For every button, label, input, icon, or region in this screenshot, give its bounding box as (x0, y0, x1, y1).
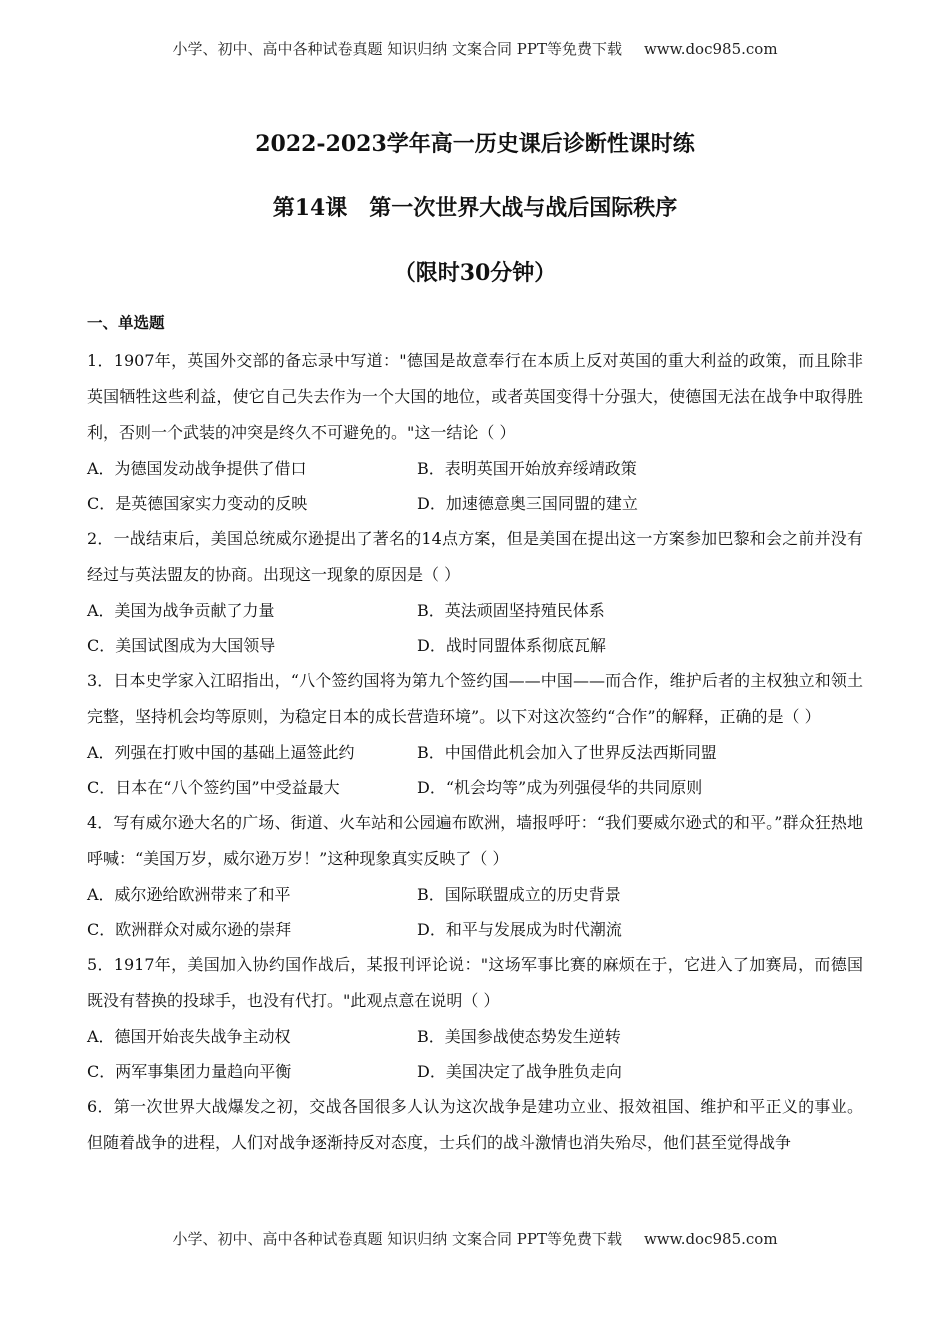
option-b: B．英法顽固坚持殖民体系 (417, 601, 605, 620)
question-stem: 5．1917年，美国加入协约国作战后，某报刊评论说："这场军事比赛的麻烦在于，它进入了加赛局，而德国既没有替换的投球手，也没有代打。"此观点意在说明（ ） (87, 955, 863, 1010)
option-row (87, 1019, 863, 1054)
page-footer (0, 1228, 950, 1249)
option-d: D．和平与发展成为时代潮流 (417, 920, 622, 939)
question-6 (87, 1089, 863, 1161)
option-b: B．国际联盟成立的历史背景 (417, 885, 621, 904)
page-header (0, 38, 950, 59)
option-row (87, 877, 863, 912)
option-c: C．是英德国家实力变动的反映 (87, 494, 308, 513)
option-a: A．为德国发动战争提供了借口 (87, 459, 307, 478)
option-row (87, 1054, 863, 1089)
header-url[interactable]: www.doc985.com (643, 40, 778, 58)
question-2 (87, 521, 863, 663)
question-5 (87, 947, 863, 1089)
question-3 (87, 663, 863, 805)
option-d: D．加速德意奥三国同盟的建立 (417, 494, 638, 513)
option-row (87, 628, 863, 663)
option-a: A．美国为战争贡献了力量 (87, 601, 275, 620)
question-1 (87, 343, 863, 521)
question-4 (87, 805, 863, 947)
option-row (87, 912, 863, 947)
header-text: 小学、初中、高中各种试卷真题 知识归纳 文案合同 PPT等免费下载 (172, 40, 622, 58)
question-stem: 3．日本史学家入江昭指出，“八个签约国将为第九个签约国——中国——而合作，维护后者的主权独立和领土完整，坚持机会均等原则，为稳定日本的成长营造环境”。以下对这次签约“合作”的解释，正确的是（ ） (87, 671, 863, 726)
option-a: A．德国开始丧失战争主动权 (87, 1027, 291, 1046)
document-title: 2022-2023学年高一历史课后诊断性课时练 (255, 131, 695, 157)
footer-text: 小学、初中、高中各种试卷真题 知识归纳 文案合同 PPT等免费下载 (172, 1230, 622, 1248)
option-row (87, 593, 863, 628)
option-b: B．中国借此机会加入了世界反法西斯同盟 (417, 743, 717, 762)
time-limit: （限时30分钟） (393, 260, 557, 286)
option-d: D．“机会均等”成为列强侵华的共同原则 (417, 778, 703, 797)
question-section (87, 312, 863, 1161)
option-c: C．日本在“八个签约国”中受益最大 (87, 778, 340, 797)
option-c: C．两军事集团力量趋向平衡 (87, 1062, 292, 1081)
lesson-title: 第14课 第一次世界大战与战后国际秩序 (272, 195, 678, 221)
section-title: 一、单选题 (87, 313, 165, 332)
option-c: C．欧洲群众对威尔逊的崇拜 (87, 920, 292, 939)
option-b: B．表明英国开始放弃绥靖政策 (417, 459, 637, 478)
option-row (87, 770, 863, 805)
footer-url[interactable]: www.doc985.com (643, 1230, 778, 1248)
option-a: A．威尔逊给欧洲带来了和平 (87, 885, 291, 904)
option-row (87, 486, 863, 521)
option-row (87, 451, 863, 486)
option-d: D．美国决定了战争胜负走向 (417, 1062, 622, 1081)
option-row (87, 735, 863, 770)
option-b: B．美国参战使态势发生逆转 (417, 1027, 621, 1046)
option-c: C．美国试图成为大国领导 (87, 636, 276, 655)
option-a: A．列强在打败中国的基础上逼签此约 (87, 743, 355, 762)
question-stem: 2．一战结束后，美国总统威尔逊提出了著名的14点方案，但是美国在提出这一方案参加巴黎和会之前并没有经过与英法盟友的协商。出现这一现象的原因是（ ） (87, 529, 863, 584)
question-stem: 1．1907年，英国外交部的备忘录中写道："德国是故意奉行在本质上反对英国的重大利益的政策，而且除非英国牺牲这些利益，使它自己失去作为一个大国的地位，或者英国变得十分强大，使德国无法在战争中取得胜利，否则一个武装的冲突是终久不可避免的。"这一结论（ ） (87, 351, 863, 442)
question-stem: 6．第一次世界大战爆发之初，交战各国很多人认为这次战争是建功立业、报效祖国、维护和平正义的事业。但随着战争的进程，人们对战争逐渐持反对态度，士兵们的战斗激情也消失殆尽，他们甚至觉得战争 (87, 1097, 863, 1152)
question-stem: 4．写有威尔逊大名的广场、街道、火车站和公园遍布欧洲，墙报呼吁：“我们要威尔逊式的和平。”群众狂热地呼喊：“美国万岁，威尔逊万岁！”这种现象真实反映了（ ） (87, 813, 863, 868)
option-d: D．战时同盟体系彻底瓦解 (417, 636, 606, 655)
